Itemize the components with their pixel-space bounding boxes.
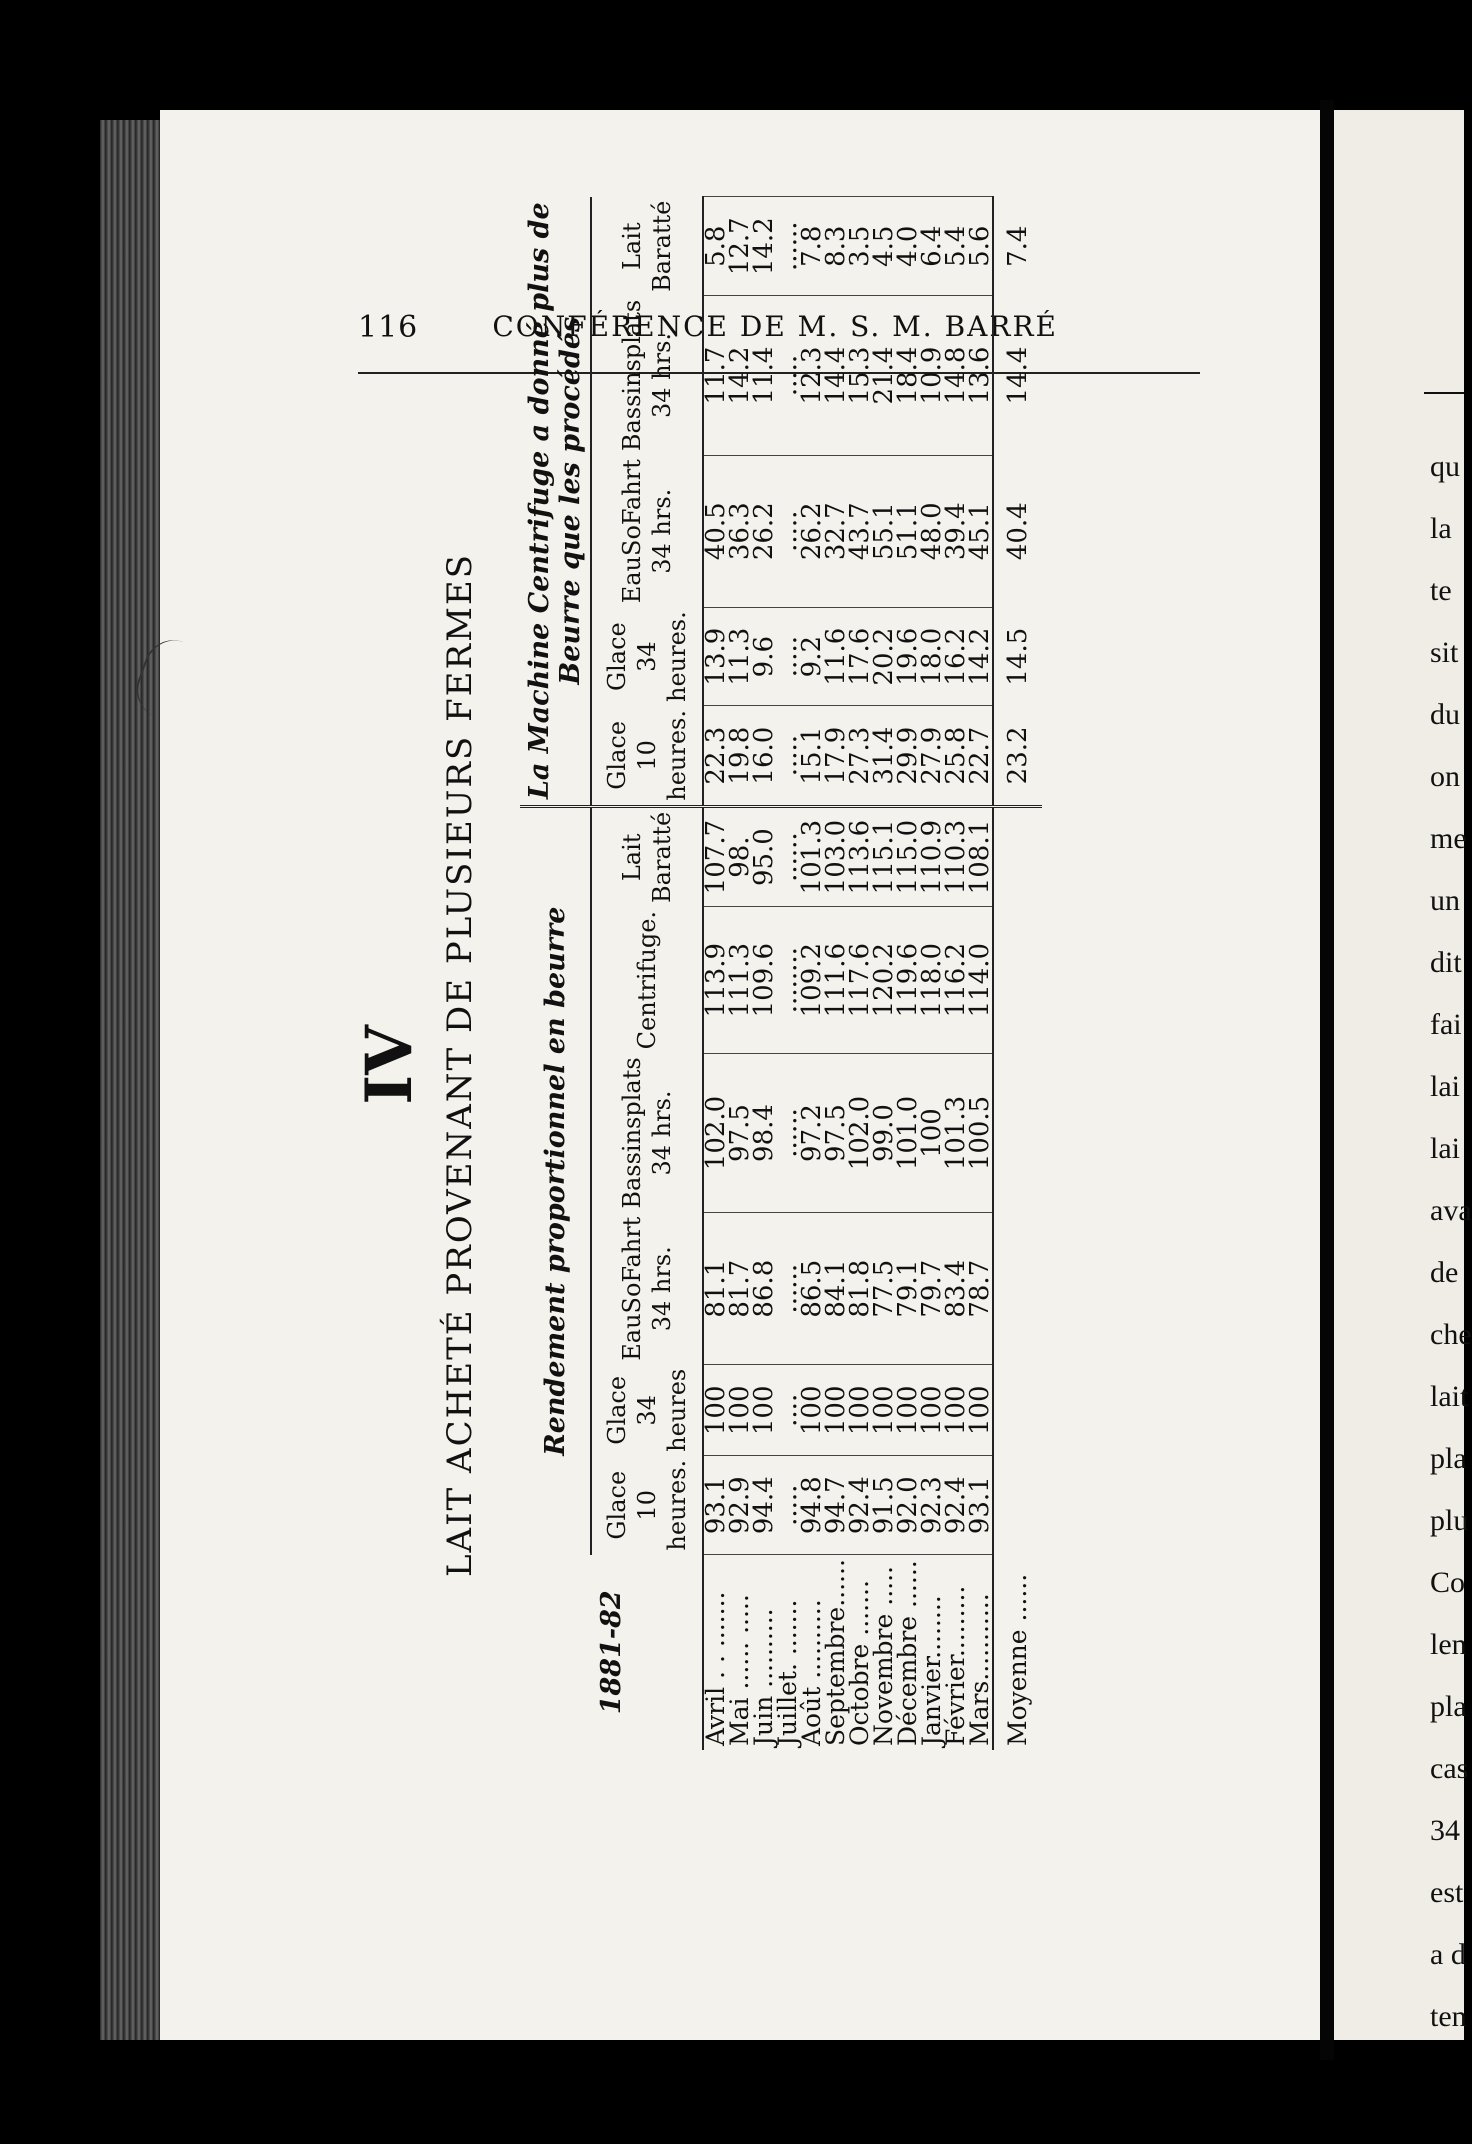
table-cell: 92.4 xyxy=(944,1456,968,1555)
page-number: 116 xyxy=(358,310,419,345)
table-cell: 93.1 xyxy=(703,1456,728,1555)
adjacent-text-fragment: du xyxy=(1430,698,1460,731)
column-header: Bassinsplats 34 hrs. xyxy=(591,1053,703,1212)
table-cell: 94.8 xyxy=(800,1456,824,1555)
table-cell: 101.3 xyxy=(944,1053,968,1212)
table-cell: 93.1 xyxy=(968,1456,993,1555)
table-cell: 15.3 xyxy=(848,296,872,455)
table-cell: 111.3 xyxy=(728,907,752,1053)
table-cell: 27.9 xyxy=(920,706,944,806)
table-cell: ...... xyxy=(776,1053,800,1212)
adjacent-text-fragment: sit xyxy=(1430,636,1459,669)
footer-cell: 7.4 xyxy=(993,197,1042,296)
table-cell: 11.6 xyxy=(824,607,848,706)
footer-empty-cell xyxy=(993,1213,1042,1365)
column-header: Glace 10 heures. xyxy=(591,706,703,806)
table-cell: 102.0 xyxy=(848,1053,872,1212)
column-header: Glace 34 heures. xyxy=(591,607,703,706)
table-cell: 113.6 xyxy=(848,806,872,907)
table-cell: 100 xyxy=(920,1365,944,1456)
table-cell: 16.2 xyxy=(944,607,968,706)
table-cell: ..... xyxy=(776,455,800,607)
table-cell: 5.4 xyxy=(944,197,968,296)
table-cell: 100 xyxy=(944,1365,968,1456)
table-cell: 109.6 xyxy=(752,907,776,1053)
table-cell: 94.7 xyxy=(824,1456,848,1555)
month-label: Juillet. ....... xyxy=(776,1555,800,1750)
table-cell: 29.9 xyxy=(896,706,920,806)
month-label: Septembre...... xyxy=(824,1555,848,1750)
column-header: EauSoFahrt 34 hrs. xyxy=(591,1213,703,1365)
table-cell: 22.7 xyxy=(968,706,993,806)
table-cell: 4.0 xyxy=(896,197,920,296)
footer-cell: 40.4 xyxy=(993,455,1042,607)
table-cell: ...... xyxy=(776,806,800,907)
footer-cell: 23.2 xyxy=(993,706,1042,806)
table-cell: ..... xyxy=(776,706,800,806)
table-cell: 51.1 xyxy=(896,455,920,607)
table-cell: 108.1 xyxy=(968,806,993,907)
table-cell: 107.7 xyxy=(703,806,728,907)
table-cell: 100 xyxy=(800,1365,824,1456)
table-cell: 39.4 xyxy=(944,455,968,607)
table-cell: 9.2 xyxy=(800,607,824,706)
table-cell: 14.4 xyxy=(824,296,848,455)
table-cell: 100 xyxy=(728,1365,752,1456)
table-cell: 92.9 xyxy=(728,1456,752,1555)
table-cell: 14.2 xyxy=(968,607,993,706)
adjacent-text-fragment: de xyxy=(1430,1256,1459,1289)
table-cell: 92.0 xyxy=(896,1456,920,1555)
adjacent-text-fragment: plu xyxy=(1430,1504,1469,1537)
footer-empty-cell xyxy=(993,907,1042,1053)
adjacent-text-fragment: est xyxy=(1430,1876,1464,1909)
adjacent-text-fragment: lai xyxy=(1430,1070,1460,1103)
column-header: Glace 34 heures xyxy=(591,1365,703,1456)
month-label: Octobre ....... xyxy=(848,1555,872,1750)
table-cell: 81.7 xyxy=(728,1213,752,1365)
table-cell: 14.2 xyxy=(728,296,752,455)
table-cell: 100 xyxy=(872,1365,896,1456)
footer-empty-cell xyxy=(993,1365,1042,1456)
table-cell: ..... xyxy=(776,1456,800,1555)
table-cell: 117.6 xyxy=(848,907,872,1053)
table-cell: 111.6 xyxy=(824,907,848,1053)
table-cell: 48.0 xyxy=(920,455,944,607)
footer-cell: 14.4 xyxy=(993,296,1042,455)
adjacent-text-fragment: la xyxy=(1430,512,1452,545)
table-cell: ...... xyxy=(776,197,800,296)
table-cell: 17.9 xyxy=(824,706,848,806)
table-cell: 110.9 xyxy=(920,806,944,907)
month-label: Août .......... xyxy=(800,1555,824,1750)
table-cell: 79.7 xyxy=(920,1213,944,1365)
adjacent-text-fragment: ava xyxy=(1430,1194,1472,1227)
month-label: Mai ...... ..... xyxy=(728,1555,752,1750)
adjacent-text-fragment: len xyxy=(1430,1628,1467,1661)
table-cell: 101.0 xyxy=(896,1053,920,1212)
table-cell: 11.3 xyxy=(728,607,752,706)
table-cell: 114.0 xyxy=(968,907,993,1053)
table-cell: 119.6 xyxy=(896,907,920,1053)
table-cell: 15.1 xyxy=(800,706,824,806)
adjacent-text-fragment: qu xyxy=(1430,450,1460,483)
adjacent-text-fragment: Co xyxy=(1430,1566,1466,1599)
table-cell: 31.4 xyxy=(872,706,896,806)
table-cell: 20.2 xyxy=(872,607,896,706)
table-cell: 100 xyxy=(703,1365,728,1456)
table-cell: 18.4 xyxy=(896,296,920,455)
table-cell: 99.0 xyxy=(872,1053,896,1212)
table-cell: ..... xyxy=(776,296,800,455)
table-cell: 26.2 xyxy=(752,455,776,607)
table-cell: 5.6 xyxy=(968,197,993,296)
table-cell: 103.0 xyxy=(824,806,848,907)
adjacent-text-fragment: 34 xyxy=(1430,1814,1460,1847)
table-cell: 16.0 xyxy=(752,706,776,806)
table-cell: 110.3 xyxy=(944,806,968,907)
table-cell: 97.2 xyxy=(800,1053,824,1212)
table-cell: ........ xyxy=(776,907,800,1053)
table-cell: 43.7 xyxy=(848,455,872,607)
book-gutter xyxy=(1320,100,1334,2060)
table-cell: 77.5 xyxy=(872,1213,896,1365)
adjacent-text-fragment: on xyxy=(1430,760,1460,793)
adjacent-text-fragment: fai xyxy=(1430,1008,1462,1041)
table-cell: 11.7 xyxy=(703,296,728,455)
adjacent-text-fragment: cas xyxy=(1430,1752,1469,1785)
table-cell: 55.1 xyxy=(872,455,896,607)
table-cell: 109.2 xyxy=(800,907,824,1053)
table-cell: 100.5 xyxy=(968,1053,993,1212)
table-cell: 98. xyxy=(728,806,752,907)
adjacent-text-fragment: che xyxy=(1430,1318,1472,1351)
month-label: Février......... xyxy=(944,1555,968,1750)
data-table xyxy=(520,196,1042,1750)
table-cell: 95.0 xyxy=(752,806,776,907)
column-header: Glace 10 heures. xyxy=(591,1456,703,1555)
table-cell: 97.5 xyxy=(824,1053,848,1212)
table-cell: 13.6 xyxy=(968,296,993,455)
table-cell: 86.8 xyxy=(752,1213,776,1365)
adjacent-text-fragment: un xyxy=(1430,884,1460,917)
table-cell: 7.8 xyxy=(800,197,824,296)
table-row xyxy=(968,197,993,1750)
table-cell: 18.0 xyxy=(920,607,944,706)
table-cell: 97.5 xyxy=(728,1053,752,1212)
table-title: LAIT ACHETÉ PROVENANT DE PLUSIEURS FERMES xyxy=(440,552,480,1578)
adjacent-page-rule xyxy=(1424,392,1464,394)
table-cell: 19.6 xyxy=(896,607,920,706)
table-cell: 102.0 xyxy=(703,1053,728,1212)
table-cell: 115.1 xyxy=(872,806,896,907)
adjacent-text-fragment: pla xyxy=(1430,1690,1467,1723)
table-cell: 26.2 xyxy=(800,455,824,607)
adjacent-text-fragment: lait xyxy=(1430,1380,1469,1413)
table-cell: 81.8 xyxy=(848,1213,872,1365)
table-cell: 45.1 xyxy=(968,455,993,607)
table-cell: 91.5 xyxy=(872,1456,896,1555)
table-cell: 81.1 xyxy=(703,1213,728,1365)
footer-empty-cell xyxy=(993,1053,1042,1212)
table-cell: 92.4 xyxy=(848,1456,872,1555)
table-cell: 86.5 xyxy=(800,1213,824,1365)
column-header: Lait Baratté xyxy=(591,806,703,907)
table-cell: 11.4 xyxy=(752,296,776,455)
footer-cell: 14.5 xyxy=(993,607,1042,706)
adjacent-page-fragment xyxy=(1334,110,1472,2040)
table-cell: ..... xyxy=(776,607,800,706)
table-cell: 14.2 xyxy=(752,197,776,296)
table-cell: 6.4 xyxy=(920,197,944,296)
column-header: EauSoFahrt 34 hrs. xyxy=(591,455,703,607)
table-cell: 100 xyxy=(824,1365,848,1456)
table-cell: 116.2 xyxy=(944,907,968,1053)
month-label: Avril . . ....... xyxy=(703,1555,728,1750)
group2-heading: La Machine Centrifuge a donné plus de Beurre que les procédés xyxy=(520,197,591,807)
month-label: Janvier........ xyxy=(920,1555,944,1750)
table-cell: 100 xyxy=(896,1365,920,1456)
table-cell: 19.8 xyxy=(728,706,752,806)
adjacent-text-fragment: dit xyxy=(1430,946,1462,979)
table-cell: 21.4 xyxy=(872,296,896,455)
table-cell: .... xyxy=(776,1365,800,1456)
running-title: CONFÉRENCE DE M. S. M. BARRÉ xyxy=(492,310,1058,343)
table-cell: 100 xyxy=(848,1365,872,1456)
table-cell: 4.5 xyxy=(872,197,896,296)
table-cell: 12.7 xyxy=(728,197,752,296)
table-cell: ...... xyxy=(776,1213,800,1365)
table-cell: 40.5 xyxy=(703,455,728,607)
table-cell: 36.3 xyxy=(728,455,752,607)
table-cell: 78.7 xyxy=(968,1213,993,1365)
table-cell: 8.3 xyxy=(824,197,848,296)
table-cell: 13.9 xyxy=(703,607,728,706)
year-header: 1881-82 xyxy=(520,1555,703,1750)
table-cell: 14.8 xyxy=(944,296,968,455)
adjacent-text-fragment: a d xyxy=(1430,1938,1466,1971)
month-label: Juin .......... xyxy=(752,1555,776,1750)
footer-label: Moyenne ...... xyxy=(993,1555,1042,1750)
table-cell: 79.1 xyxy=(896,1213,920,1365)
table-cell: 9.6 xyxy=(752,607,776,706)
table-title-block xyxy=(350,380,480,1750)
table-cell: 100 xyxy=(752,1365,776,1456)
table-cell: 5.8 xyxy=(703,197,728,296)
month-label: Novembre ..... xyxy=(872,1555,896,1750)
table-cell: 10.9 xyxy=(920,296,944,455)
column-header: Lait Baratté xyxy=(591,197,703,296)
column-header: Centrifuge. xyxy=(591,907,703,1053)
table-numeral: IV xyxy=(352,1025,427,1105)
table-cell: 22.3 xyxy=(703,706,728,806)
adjacent-text-fragment: ten xyxy=(1430,2000,1467,2033)
month-label: Mars........... xyxy=(968,1555,993,1750)
adjacent-text-fragment: lai xyxy=(1430,1132,1460,1165)
month-label: Décembre ...... xyxy=(896,1555,920,1750)
table-cell: 83.4 xyxy=(944,1213,968,1365)
table-cell: 92.3 xyxy=(920,1456,944,1555)
group1-heading: Rendement proportionnel en beurre xyxy=(520,806,591,1554)
table-cell: 94.4 xyxy=(752,1456,776,1555)
table-cell: 115.0 xyxy=(896,806,920,907)
table-cell: 101.3 xyxy=(800,806,824,907)
table-cell: 32.7 xyxy=(824,455,848,607)
table-cell: 12.3 xyxy=(800,296,824,455)
table-cell: 17.6 xyxy=(848,607,872,706)
adjacent-text-fragment: me xyxy=(1430,822,1467,855)
table-cell: 3.5 xyxy=(848,197,872,296)
table-cell: 100 xyxy=(920,1053,944,1212)
footer-empty-cell xyxy=(993,1456,1042,1555)
column-header: Bassinsplats 34 hrs. xyxy=(591,296,703,455)
adjacent-text-fragment: te xyxy=(1430,574,1452,607)
table-cell: 84.1 xyxy=(824,1213,848,1365)
table-cell: 27.3 xyxy=(848,706,872,806)
table-cell: 118.0 xyxy=(920,907,944,1053)
footer-empty-cell xyxy=(993,806,1042,907)
table-cell: 98.4 xyxy=(752,1053,776,1212)
table-cell: 25.8 xyxy=(944,706,968,806)
table-cell: 100 xyxy=(968,1365,993,1456)
table-cell: 113.9 xyxy=(703,907,728,1053)
adjacent-text-fragment: pla xyxy=(1430,1442,1467,1475)
table-cell: 120.2 xyxy=(872,907,896,1053)
